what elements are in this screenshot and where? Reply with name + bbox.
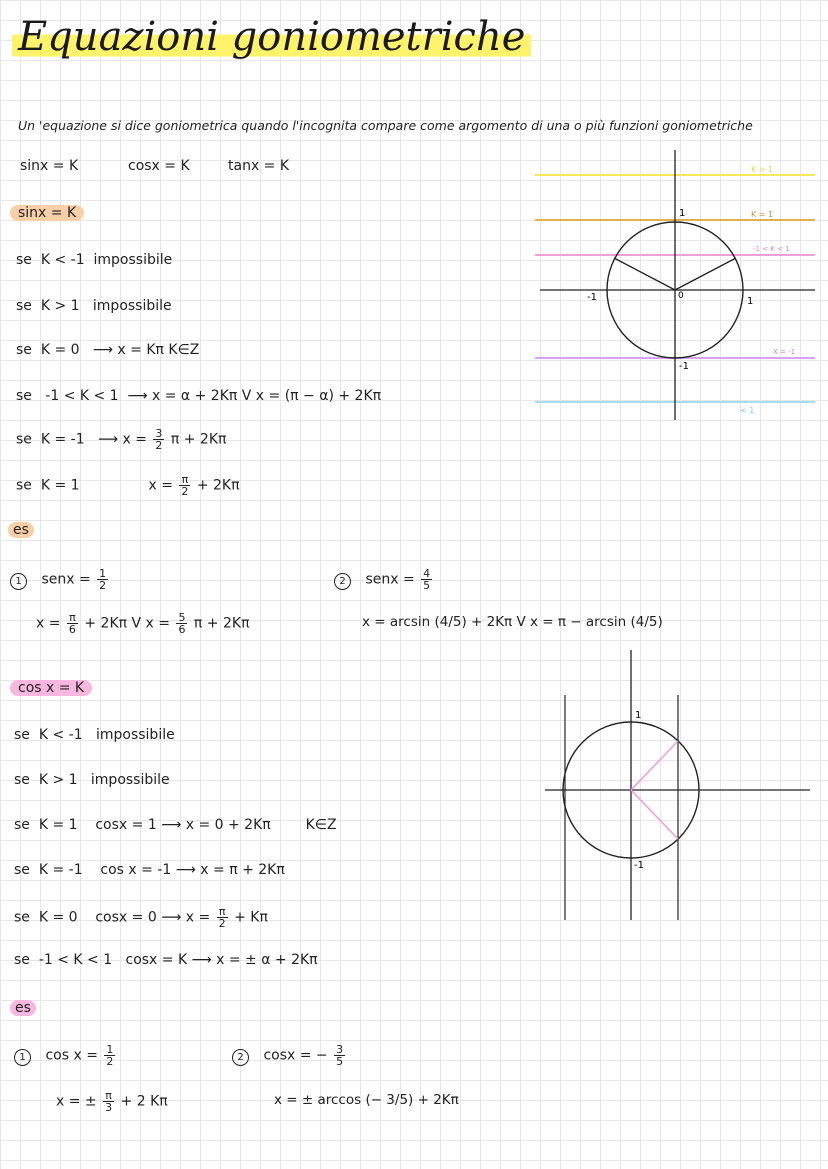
condition: K = 1 bbox=[40, 477, 80, 494]
sin-heading-label: sinx = K bbox=[10, 205, 84, 221]
label-one-right: 1 bbox=[747, 296, 754, 307]
example-eq: senx = bbox=[365, 571, 415, 588]
result: impossibile bbox=[90, 772, 170, 788]
result: ⟶ x = Kπ K∈Z bbox=[92, 342, 200, 358]
condition: K > 1 bbox=[38, 772, 78, 788]
example-number: 1 bbox=[10, 573, 27, 590]
fraction: $\frac{1}{2}$ bbox=[106, 1043, 114, 1068]
example-number: 2 bbox=[334, 573, 351, 590]
cos-row-2 bbox=[14, 772, 170, 788]
example-eq: cos x = bbox=[45, 1047, 98, 1064]
es-label-text: es bbox=[10, 1000, 36, 1016]
example-number: 1 bbox=[14, 1049, 31, 1066]
sin-row-6 bbox=[16, 474, 240, 497]
cos-heading bbox=[10, 680, 92, 696]
se-label: se bbox=[16, 298, 32, 314]
es-label-1 bbox=[8, 522, 34, 538]
result-tail: + 2Kπ bbox=[196, 477, 240, 494]
se-label: se bbox=[14, 909, 30, 926]
label-minus-one-bottom: -1 bbox=[679, 361, 689, 372]
form-tan: tanx = K bbox=[228, 158, 290, 174]
se-label: se bbox=[16, 388, 32, 404]
example-eq: cosx = − bbox=[263, 1047, 328, 1064]
cos-example-1 bbox=[14, 1044, 117, 1067]
es-label-2 bbox=[10, 1000, 36, 1016]
form-cos: cosx = K bbox=[128, 158, 190, 174]
result: cos x = -1 ⟶ x = π + 2Kπ bbox=[100, 862, 285, 878]
fraction: $\frac{\pi}{6}$ bbox=[68, 611, 76, 636]
example-number: 2 bbox=[232, 1049, 249, 1066]
page-title: Equazioni goniometriche bbox=[12, 14, 531, 60]
se-label: se bbox=[16, 342, 32, 358]
sin-example-2 bbox=[334, 568, 434, 591]
result-extra: K∈Z bbox=[305, 817, 337, 833]
result: ⟶ x = α + 2Kπ V x = (π − α) + 2Kπ bbox=[127, 388, 382, 404]
pink-radius-down bbox=[631, 790, 678, 839]
cos-example-2-solution: x = ± arccos (− 3/5) + 2Kπ bbox=[274, 1092, 459, 1108]
condition: K = -1 bbox=[40, 431, 85, 448]
form-sin: sinx = K bbox=[20, 158, 79, 174]
label-between: -1 < K < 1 bbox=[753, 245, 790, 253]
cos-row-5 bbox=[14, 906, 268, 929]
se-label: se bbox=[14, 952, 30, 968]
unit-circle-sin-diagram bbox=[535, 150, 825, 420]
es-label-text: es bbox=[8, 522, 34, 538]
label-k-eq-1: K = 1 bbox=[751, 210, 774, 219]
example-eq: senx = bbox=[41, 571, 91, 588]
condition: -1 < K < 1 bbox=[38, 952, 113, 968]
label-minus-one-bottom: -1 bbox=[634, 860, 644, 871]
cos-heading-label: cos x = K bbox=[10, 680, 92, 696]
fraction: $\frac{5}{6}$ bbox=[178, 611, 186, 636]
condition: K = 1 bbox=[38, 817, 78, 833]
label-minus-one-left: -1 bbox=[587, 292, 597, 303]
se-label: se bbox=[14, 727, 30, 743]
result: impossibile bbox=[95, 727, 175, 743]
sin-heading bbox=[10, 205, 84, 221]
fraction: $\frac{4}{5}$ bbox=[423, 567, 431, 592]
se-label: se bbox=[16, 431, 32, 448]
result-tail: π + 2Kπ bbox=[170, 431, 227, 448]
pink-radius-up bbox=[631, 741, 678, 790]
se-label: se bbox=[16, 477, 32, 494]
label-one-top: 1 bbox=[679, 208, 686, 219]
se-label: se bbox=[14, 862, 30, 878]
condition: K > 1 bbox=[40, 298, 80, 314]
sin-row-1 bbox=[16, 252, 172, 268]
se-label: se bbox=[16, 252, 32, 268]
sin-row-4 bbox=[16, 388, 381, 404]
fraction: $\frac{\pi}{2}$ bbox=[181, 473, 189, 498]
result: impossibile bbox=[93, 252, 173, 268]
radius-left bbox=[614, 258, 675, 290]
fraction: $\frac{3}{2}$ bbox=[155, 427, 163, 452]
solution-part: + 2Kπ V x = bbox=[84, 615, 171, 632]
label-k-eq-m1: X = -1 bbox=[773, 348, 796, 356]
solution-part: π + 2Kπ bbox=[193, 615, 250, 632]
cos-row-1 bbox=[14, 727, 175, 743]
radius-right bbox=[675, 258, 736, 290]
label-k-gt-1: K > 1 bbox=[751, 165, 774, 174]
solution-part: x = ± bbox=[56, 1093, 97, 1110]
fraction: $\frac{1}{2}$ bbox=[99, 567, 107, 592]
sin-example-2-solution: x = arcsin (4/5) + 2Kπ V x = π − arcsin (4/5) bbox=[362, 614, 663, 630]
fraction: $\frac{3}{5}$ bbox=[336, 1043, 344, 1068]
result: impossibile bbox=[92, 298, 172, 314]
result: x = bbox=[148, 477, 173, 494]
unit-circle-cos-diagram bbox=[535, 650, 825, 920]
result: cosx = K ⟶ x = ± α + 2Kπ bbox=[125, 952, 318, 968]
condition: K = 0 bbox=[40, 342, 80, 358]
cos-row-3 bbox=[14, 817, 337, 833]
cos-row-6 bbox=[14, 952, 318, 968]
label-lt-m1: < 1 bbox=[740, 406, 755, 415]
sin-example-1 bbox=[10, 568, 110, 591]
label-one-top: 1 bbox=[635, 710, 642, 721]
condition: -1 < K < 1 bbox=[45, 388, 119, 404]
fraction: $\frac{\pi}{2}$ bbox=[218, 905, 226, 930]
sin-row-5 bbox=[16, 428, 226, 451]
result: cosx = 1 ⟶ x = 0 + 2Kπ bbox=[95, 817, 271, 833]
result: cosx = 0 ⟶ x = bbox=[95, 909, 211, 926]
label-origin: 0 bbox=[678, 291, 684, 301]
cos-example-1-solution bbox=[56, 1090, 168, 1113]
intro-text: Un 'equazione si dice goniometrica quando l'incognita compare come argomento di una o più funzioni goniometriche bbox=[18, 118, 753, 133]
fraction: $\frac{\pi}{3}$ bbox=[105, 1089, 113, 1114]
se-label: se bbox=[14, 772, 30, 788]
condition: K = 0 bbox=[38, 909, 78, 926]
result-tail: + Kπ bbox=[234, 909, 268, 926]
se-label: se bbox=[14, 817, 30, 833]
condition: K = -1 bbox=[38, 862, 83, 878]
sin-row-3 bbox=[16, 342, 199, 358]
condition: K < -1 bbox=[38, 727, 83, 743]
result: ⟶ x = bbox=[97, 431, 147, 448]
condition: K < -1 bbox=[40, 252, 85, 268]
solution-part: x = bbox=[36, 615, 61, 632]
sin-example-1-solution bbox=[36, 612, 250, 635]
sin-row-2 bbox=[16, 298, 172, 314]
cos-row-4 bbox=[14, 862, 285, 878]
cos-example-2 bbox=[232, 1044, 347, 1067]
solution-part: + 2 Kπ bbox=[120, 1093, 168, 1110]
